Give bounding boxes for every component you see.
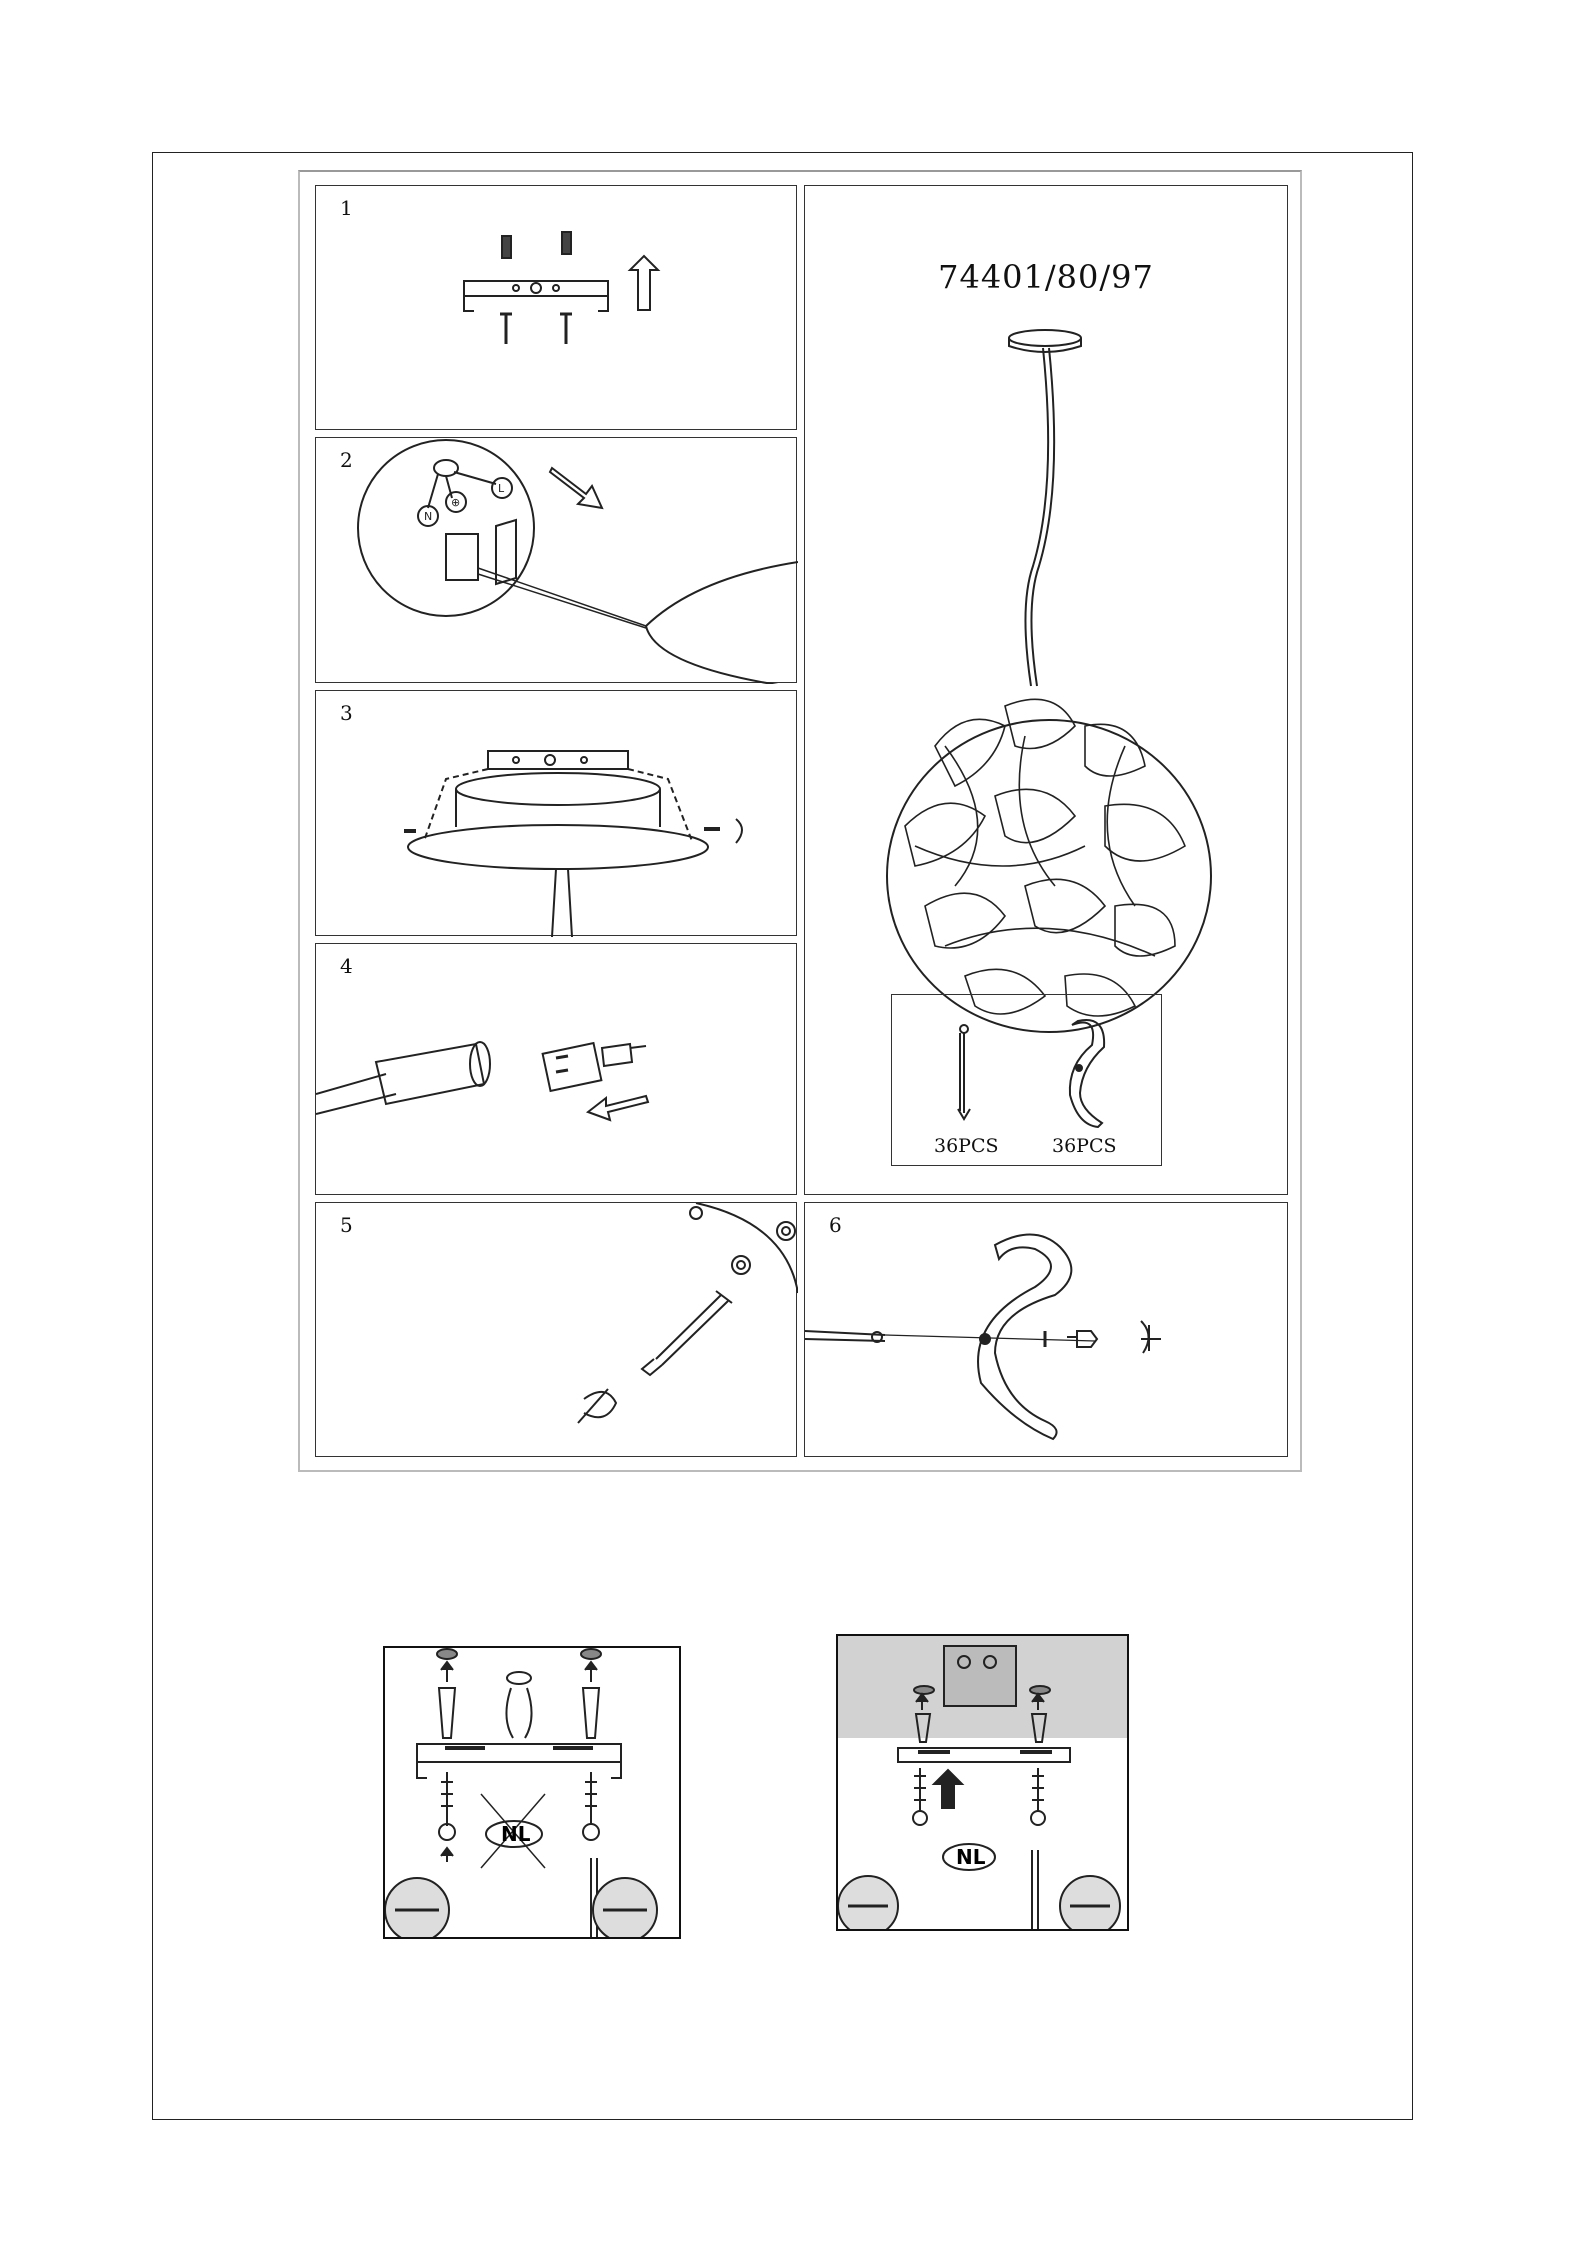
pin-fix-illustration [316, 1203, 798, 1458]
bulb-insert-illustration [316, 944, 798, 1196]
step-6-panel [804, 1202, 1288, 1457]
nl-badge: NL [956, 1845, 986, 1869]
nl-badge: NL [501, 1822, 531, 1846]
parts-box [891, 994, 1162, 1166]
step-number: 3 [340, 701, 353, 725]
instruction-sheet [298, 170, 1302, 1472]
ribbon-quantity: 36PCS [1052, 1135, 1117, 1157]
earth-label: ⊕ [451, 496, 461, 509]
step-3-panel [315, 690, 797, 936]
step-2-panel [315, 437, 797, 683]
model-number: 74401/80/97 [938, 258, 1154, 296]
mounting-diagram-left [383, 1646, 681, 1939]
bracket-mounting-illustration [385, 1648, 681, 1939]
step-5-panel [315, 1202, 797, 1457]
ceiling-mounting-illustration [838, 1636, 1129, 1931]
pin-icon [958, 1025, 970, 1119]
ribbon-fix-illustration [805, 1203, 1289, 1458]
pin-quantity: 36PCS [934, 1135, 999, 1157]
step-1-panel [315, 185, 797, 430]
product-overview-panel [804, 185, 1288, 1195]
wiring-illustration [316, 438, 798, 684]
bracket-screws-illustration [316, 186, 798, 431]
step-number: 6 [829, 1213, 842, 1237]
neutral-label: N [424, 510, 433, 523]
step-number: 1 [340, 196, 353, 220]
mounting-diagram-right [836, 1634, 1129, 1931]
live-label: L [498, 482, 505, 495]
step-number: 2 [340, 448, 353, 472]
parts-icons [892, 995, 1163, 1167]
step-number: 5 [340, 1213, 353, 1237]
step-number: 4 [340, 954, 353, 978]
step-4-panel [315, 943, 797, 1195]
canopy-fix-illustration [316, 691, 798, 937]
ribbon-icon [1070, 1020, 1104, 1127]
